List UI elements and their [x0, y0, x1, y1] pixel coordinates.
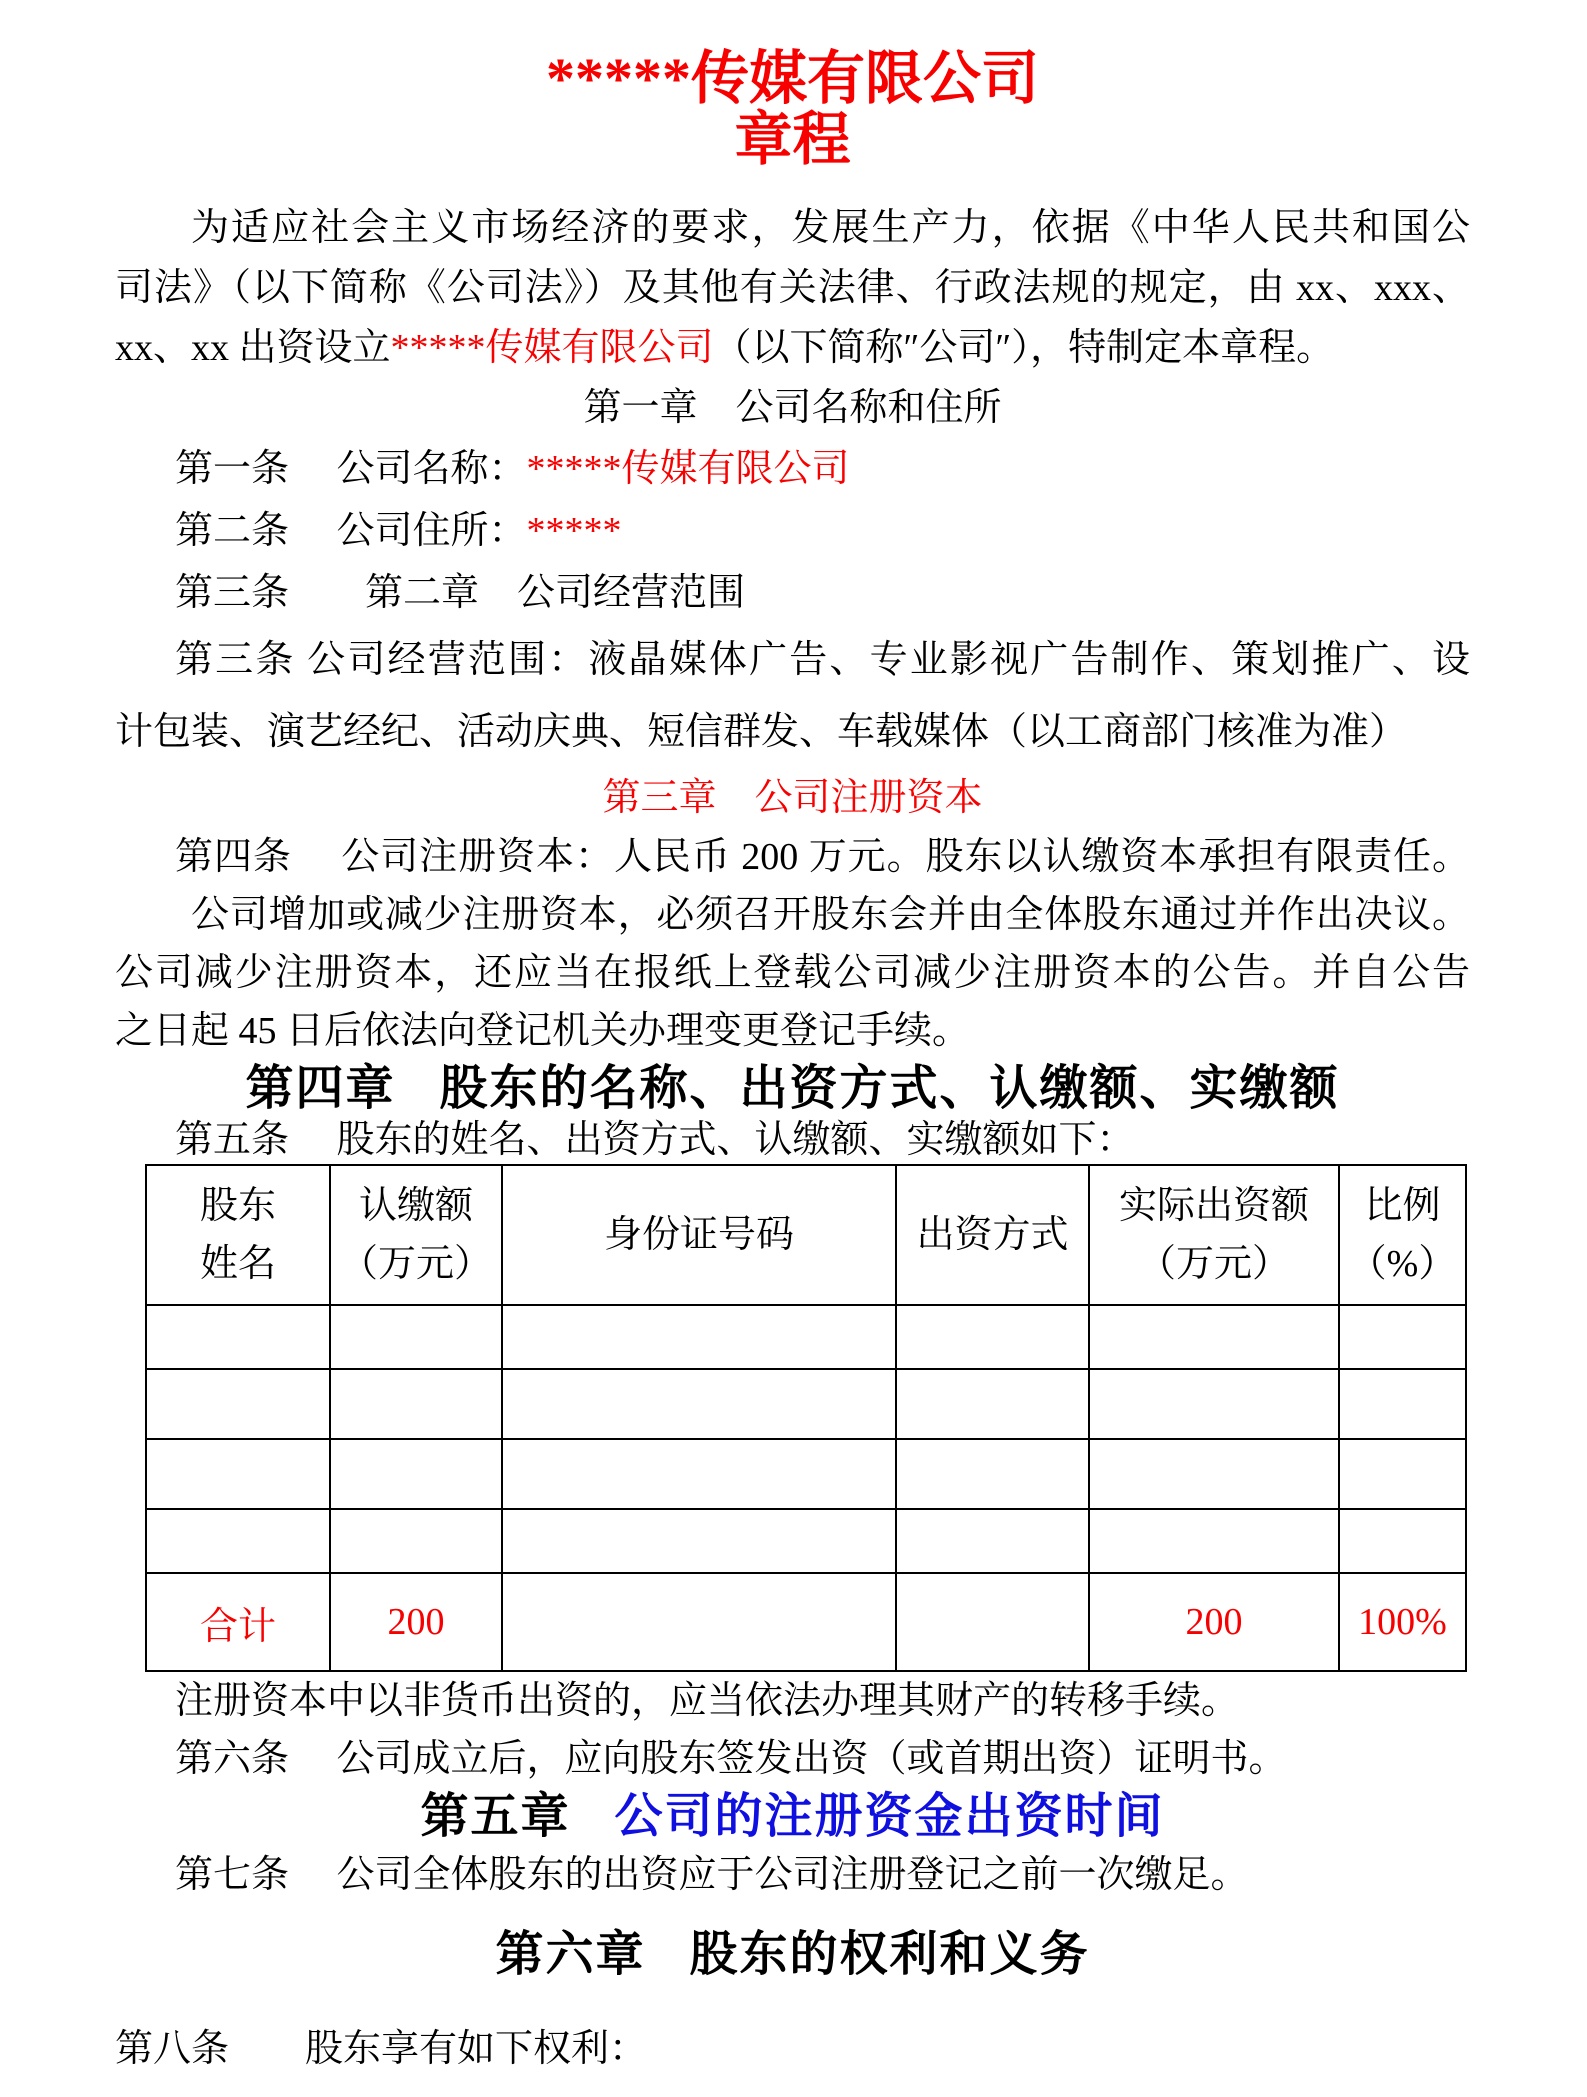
- intro-line-3-post: （以下简称″公司″），特制定本章程。: [713, 327, 1335, 369]
- chapter1-heading: 第一章 公司名称和住所: [583, 387, 1002, 429]
- empty-cell: [330, 1305, 502, 1369]
- shareholders-table: [145, 1164, 1467, 1672]
- empty-cell: [330, 1369, 502, 1439]
- empty-cell: [1089, 1439, 1339, 1509]
- article3-line-1: 第三条 公司经营范围：液晶媒体广告、专业影视广告制作、策划推广、设: [175, 639, 1470, 681]
- total-method-cell: [896, 1573, 1089, 1671]
- chapter4-title: 股东的名称、出资方式、认缴额、实缴额: [439, 1062, 1340, 1115]
- intro-line-2: 司法》（以下简称《公司法》）及其他有关法律、行政法规的规定，由 xx、xxx、: [115, 267, 1470, 309]
- article2-value: *****: [526, 510, 622, 552]
- total-actual-cell: 200: [1089, 1573, 1339, 1671]
- empty-cell: [1339, 1509, 1466, 1573]
- article1-line: [115, 438, 1470, 500]
- empty-cell: [896, 1509, 1089, 1573]
- article8-line: 第八条 股东享有如下权利：: [115, 2028, 648, 2070]
- empty-cell: [502, 1369, 896, 1439]
- empty-cell: [330, 1509, 502, 1573]
- intro-line-3-pre: xx、xx 出资设立: [115, 327, 391, 369]
- empty-cell: [146, 1369, 330, 1439]
- table-row-empty: [146, 1305, 1466, 1369]
- total-label-cell: 合计: [146, 1573, 330, 1671]
- article1-label: 第一条 公司名称：: [175, 448, 527, 490]
- chapter5-number: 第五章: [420, 1790, 571, 1843]
- col-header-actual-amount: 实际出资额 （万元）: [1089, 1165, 1339, 1305]
- chapter6-number: 第六章: [495, 1928, 646, 1981]
- table-empty-rows: [146, 1305, 1466, 1573]
- article4-line-3: 公司减少注册资本，还应当在报纸上登载公司减少注册资本的公告。并自公告: [115, 952, 1470, 994]
- article2-line: [115, 500, 1470, 562]
- document-subtitle: 章程: [734, 107, 851, 172]
- empty-cell: [1339, 1305, 1466, 1369]
- article4-line-4: 之日起 45 日后依法向登记机关办理变更登记手续。: [115, 1010, 971, 1052]
- table-header-row: [146, 1165, 1466, 1305]
- col-header-id-number: 身份证号码: [502, 1165, 896, 1305]
- article5-line: 第五条 股东的姓名、出资方式、认缴额、实缴额如下：: [175, 1119, 1135, 1161]
- empty-cell: [146, 1509, 330, 1573]
- chapter3-heading: 第三章 公司注册资本: [602, 777, 983, 819]
- chapter4-number: 第四章: [245, 1062, 396, 1115]
- chapter5-heading: [115, 1788, 1470, 1846]
- article4-line-1: 第四条 公司注册资本：人民币 200 万元。股东以认缴资本承担有限责任。: [175, 836, 1470, 878]
- empty-cell: [502, 1439, 896, 1509]
- note-line: 注册资本中以非货币出资的，应当依法办理其财产的转移手续。: [175, 1680, 1240, 1722]
- empty-cell: [1339, 1439, 1466, 1509]
- article1-value: *****传媒有限公司: [526, 448, 850, 490]
- document-title: *****传媒有限公司: [545, 46, 1039, 111]
- article4-line-2: 公司增加或减少注册资本，必须召开股东会并由全体股东通过并作出决议。: [191, 894, 1470, 936]
- empty-cell: [896, 1305, 1089, 1369]
- col-header-shareholder-name: 股东 姓名: [146, 1165, 330, 1305]
- company-name-red: *****传媒有限公司: [390, 327, 714, 369]
- empty-cell: [330, 1439, 502, 1509]
- empty-cell: [502, 1509, 896, 1573]
- empty-cell: [1089, 1369, 1339, 1439]
- total-id-cell: [502, 1573, 896, 1671]
- empty-cell: [896, 1439, 1089, 1509]
- article3-line-2: 计包装、演艺经纪、活动庆典、短信群发、车载媒体（以工商部门核准为准）: [115, 711, 1408, 753]
- empty-cell: [1089, 1509, 1339, 1573]
- total-ratio-cell: 100%: [1339, 1573, 1466, 1671]
- empty-cell: [896, 1369, 1089, 1439]
- table-row-empty: [146, 1509, 1466, 1573]
- article2-label: 第二条 公司住所：: [175, 510, 527, 552]
- table-total-row: [146, 1573, 1466, 1671]
- article3-chapter2-line: 第三条 第二章 公司经营范围: [175, 572, 746, 614]
- empty-cell: [146, 1305, 330, 1369]
- col-header-subscribed-amount: 认缴额 （万元）: [330, 1165, 502, 1305]
- empty-cell: [502, 1305, 896, 1369]
- col-header-ratio: 比例 （%）: [1339, 1165, 1466, 1305]
- table-row-empty: [146, 1369, 1466, 1439]
- chapter6-title: 股东的权利和义务: [689, 1928, 1090, 1981]
- col-header-contribution-method: 出资方式: [896, 1165, 1089, 1305]
- chapter6-heading: [115, 1926, 1470, 1984]
- article6-line: 第六条 公司成立后，应向股东签发出资（或首期出资）证明书。: [175, 1738, 1287, 1780]
- intro-line-3: [115, 318, 1470, 378]
- total-subscribed-cell: 200: [330, 1573, 502, 1671]
- chapter4-heading: [115, 1060, 1470, 1118]
- empty-cell: [146, 1439, 330, 1509]
- chapter5-title: 公司的注册资金出资时间: [614, 1790, 1165, 1843]
- intro-line-1: 为适应社会主义市场经济的要求，发展生产力，依据《中华人民共和国公: [191, 207, 1470, 249]
- empty-cell: [1089, 1305, 1339, 1369]
- table-row-empty: [146, 1439, 1466, 1509]
- article7-line: 第七条 公司全体股东的出资应于公司注册登记之前一次缴足。: [175, 1854, 1249, 1896]
- empty-cell: [1339, 1369, 1466, 1439]
